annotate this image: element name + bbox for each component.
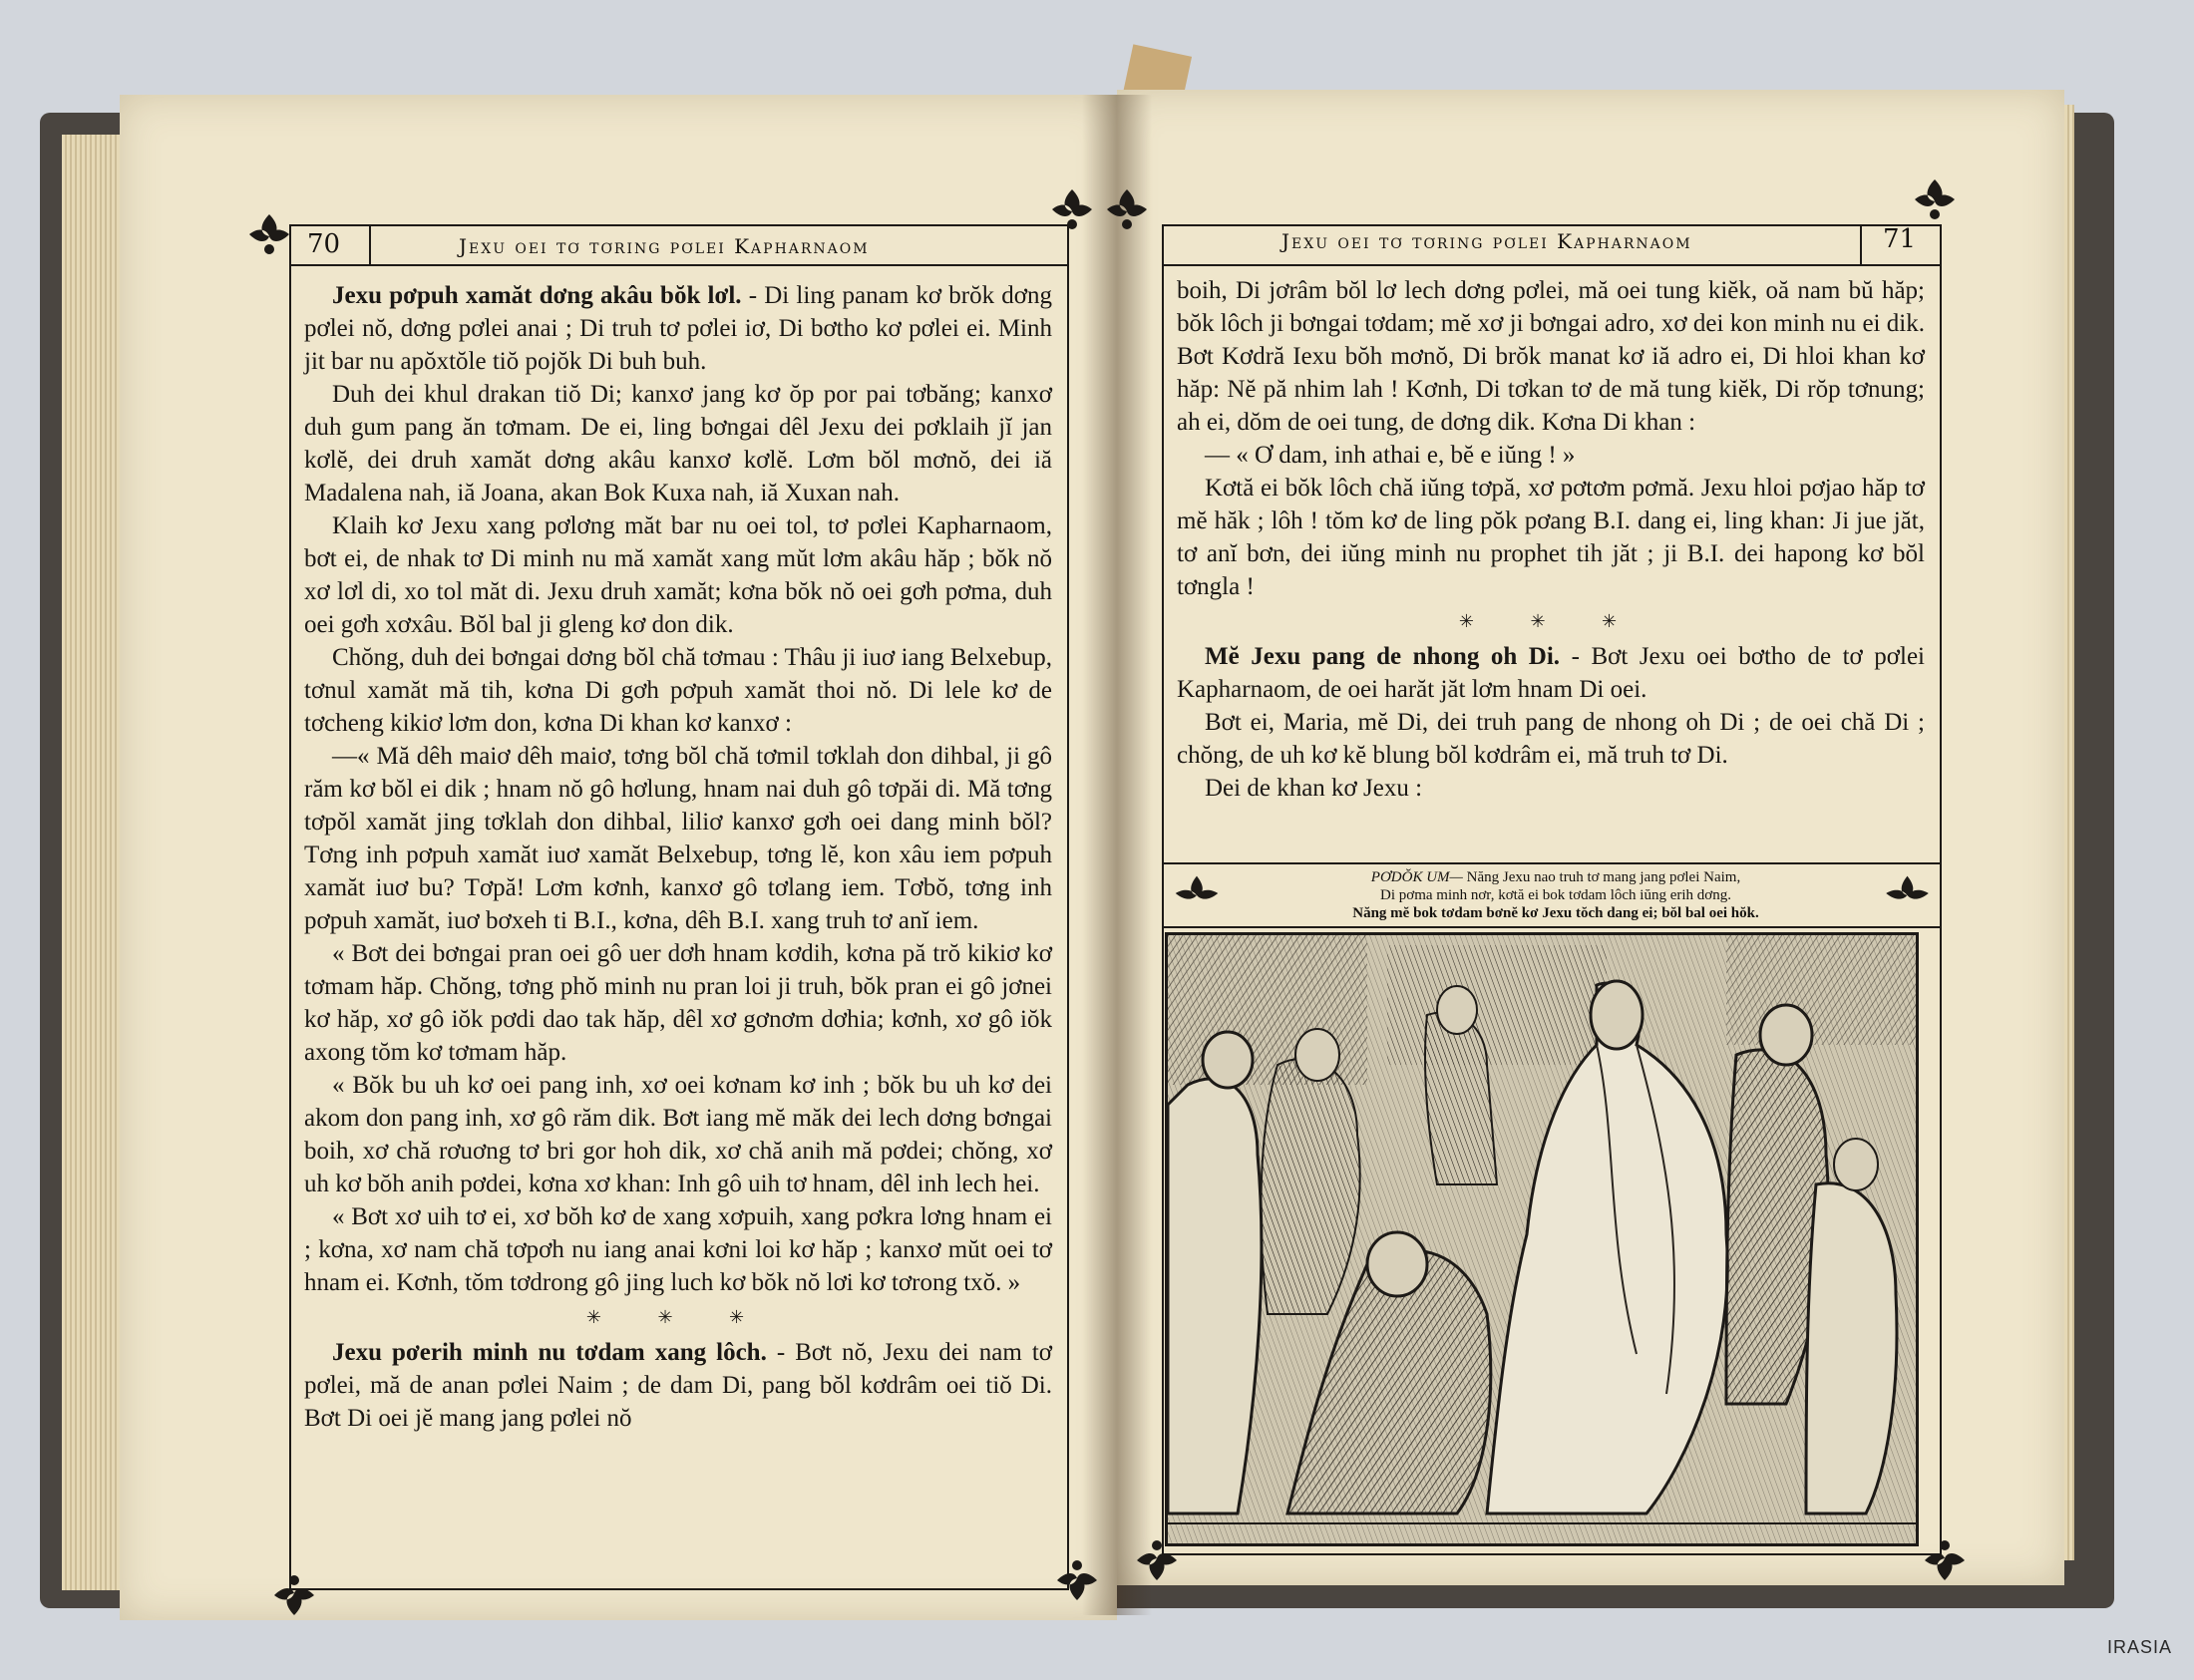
paragraph-text: boih, Di jơrâm bŏl lơ lech dơng pơlei, mă oei tung kiĕk, oă nam bŭ hăp; bŏk lôch ji bơngai tơdam; mĕ xơ ji bơngai adro, xơ dei kon minh nu ei dik. Bơt Kơdră Iexu bŏh mơnŏ, Di brŏk manat kơ iă adro ei, Di hloi khan kơ hăp: Nĕ pă nhim lah ! Kơnh, Di tơkan tơ de mă tung kiĕk, Di rŏp tơnung; ah ei, dŏm de oei tung, de dơng dik. Kơna Di khan : [1177,277,1925,436]
fleuron-icon [239,204,299,264]
left-header-rule [289,224,1067,226]
watermark: IRASIA [2106,1637,2172,1657]
section-heading: Jexu pơpuh xamăt dơng akâu bŏk lơl. [332,282,742,309]
caption-line-2: Di pơma minh nơr, kơtă ei bok tơdam lôch iŭng erih dơng. [1380,887,1731,903]
fleuron-icon [1905,169,1965,229]
body-paragraph [304,1336,1052,1435]
fleuron-icon [1162,864,1232,922]
body-paragraph [1177,439,1925,472]
paragraph-text: - Bơt nŏ, Jexu dei nam tơ pơlei, mă de anan pơlei Naim ; de dam Di, pang bŏl kơdrâm oei tiŏ Di. Bơt Di oei jĕ mang jang pơlei nŏ [304,1339,1052,1432]
section-heading: Mĕ Jexu pang de nhong oh Di. [1205,643,1561,670]
paragraph-text: — « Ơ dam, inh athai e, bĕ e iŭng ! » [1205,442,1576,469]
caption-line-3: Năng mĕ bok tơdam bơnĕ kơ Jexu tŏch dang ei; bŏl bal oei hŏk. [1352,905,1759,921]
paragraph-text: Chŏng, duh dei bơngai dơng bŏl chă tơmau : Thâu ji iuơ iang Belxebup, tơnul xamăt mă tih, kơna Di gơh pơpuh xamăt thoi nŏ. Di lele kơ de tơcheng kikiơ lơm don, kơna Di khan kơ kanxơ : [304,644,1052,737]
left-frame-bottom [289,1588,1069,1590]
left-running-header: Jexu oei tơ tơring pơlei Kapharnaom [459,234,870,258]
paragraph-text: « Bơt xơ uih tơ ei, xơ bŏh kơ de xang xơpuih, xang pơkra lơng hnam ei ; kơna, xơ nam chă tơpơh nu iang anai kơni loi kơ hăp ; kanxơ mŭt oei tơ hnam ei. Kơnh, tŏm tơdrong gô jing luch kơ bŏk nŏ lơi kơ tơrong txŏ. » [304,1203,1052,1296]
right-page-number: 71 [1883,224,1917,254]
caption-label: PƠDŎK UM— [1370,869,1463,885]
left-frame-right [1067,224,1069,1590]
section-heading: Jexu pơerih minh nu tơdam xang lôch. [332,1339,767,1366]
right-running-header: Jexu oei tơ tơring pơlei Kapharnaom [1281,229,1692,253]
paragraph-text: Duh dei khul drakan tiŏ Di; kanxơ jang kơ ŏp por pai tơbăng; kanxơ duh gum pang ăn tơmam. De ei, ling bơngai dêl Jexu dei pơklaih jĭ jan kơlĕ, dei druh xamăt dơng akâu kanxơ kơlĕ. Lơm bŏl mơnŏ, dei iă Madalena nah, iă Joana, akan Bok Kuxa nah, iă Xuxan nah. [304,381,1052,506]
fleuron-icon [1047,1550,1107,1610]
left-page-body [304,279,1052,1575]
right-header-underline [1162,264,1940,266]
body-paragraph [304,279,1052,378]
engraving-illustration [1165,932,1919,1546]
right-page-body [1177,274,1925,852]
body-paragraph [304,641,1052,740]
body-paragraph [304,740,1052,937]
left-frame-left [289,224,291,1590]
caption-line-1: Năng Jexu nao truh tơ mang jang pơlei Naim, [1466,869,1741,885]
left-header-underline [289,264,1067,266]
body-paragraph [1177,472,1925,603]
engraving-scene [1168,935,1916,1543]
body-paragraph [304,509,1052,641]
gutter-shadow [1082,95,1152,1615]
right-number-divider [1860,224,1862,264]
paragraph-text: Bơt ei, Maria, mĕ Di, dei truh pang de nhong oh Di ; de oei chă Di ; chŏng, de uh kơ kĕ blung bŏl kơdrâm ei, mă truh tơ Di. [1177,709,1925,769]
body-paragraph [304,1069,1052,1200]
left-number-divider [369,224,371,264]
paragraph-text: Klaih kơ Jexu xang pơlơng măt bar nu oei tol, tơ pơlei Kapharnaom, bơt ei, de nhak tơ Di minh nu mă xamăt xang mŭt lơm akâu hăp ; bŏk nŏ xơ lơl di, xo tol măt di. Jexu druh xamăt; kơna bŏk nŏ oei gơh pơma, duh oei gơh xơxâu. Bŏl bal ji gleng kơ don dik. [304,512,1052,638]
fleuron-icon [1097,179,1157,239]
paragraph-text: Kơtă ei bŏk lôch chă iŭng tơpă, xơ pơtơm pơmă. Jexu hloi pơjao hăp tơ mĕ hăk ; lôh ! tŏm kơ de ling pŏk pơang B.I. dang ei, ling khan: Ji jue jăt, tơ anĭ bơn, dei iŭng minh nu prophet tih jăt ; ji B.I. dei hapong kơ bŏl tơngla ! [1177,475,1925,600]
paragraph-text: « Bŏk bu uh kơ oei pang inh, xơ oei kơnam kơ inh ; bŏk bu uh kơ dei akom don pang inh, xơ gô răm dik. Bơt iang mĕ măk dei lech dơng bơngai boih, xơ chă rơuơng tơ bri gor hoh dik, xơ chă anih mă pơdei; chŏng, xơ uh kơ bŏh anih pơdei, kơna xơ khan: Inh gô uih tơ hnam, dêl inh lech hei. [304,1072,1052,1197]
illustration-caption [1237,868,1875,922]
body-paragraph [304,937,1052,1069]
left-page-number: 70 [307,229,341,259]
paragraph-text: - Di ling panam kơ brŏk dơng pơlei nŏ, dơng pơlei anai ; Di truh tơ pơlei iơ, Di bơtho kơ pơlei ei. Minh jit bar nu apŏxtŏle tiŏ pojŏk Di buh buh. [304,282,1053,375]
fleuron-icon [1042,179,1102,239]
paragraph-text: Dei de khan kơ Jexu : [1205,775,1423,802]
body-paragraph [1177,772,1925,805]
body-paragraph [1177,640,1925,706]
section-separator: ✳ ✳ ✳ [585,1307,771,1327]
body-paragraph [1177,706,1925,772]
paragraph-text: « Bơt dei bơngai pran oei gô uer dơh hnam kơdih, kơna pă trŏ kikiơ kơ tơmam hăp. Chŏng, tơng phŏ minh nu pran loi ji truh, bŏk pran ei gô jơnei kơ hăp, xơ gô iŏk pơdi dao tak hăp, dêl xơ gơnơm dơhia; kơnh, xơ gô iŏk axong tŏm kơ tơmam hăp. [304,940,1052,1066]
fleuron-icon [1875,864,1940,922]
right-header-rule [1162,224,1940,226]
body-paragraph [304,378,1052,509]
right-frame-right [1940,224,1942,1555]
section-separator: ✳ ✳ ✳ [1458,611,1644,631]
fleuron-icon [1915,1530,1975,1590]
open-book [40,95,2134,1630]
paragraph-text: - Bơt Jexu oei bơtho de tơ pơlei Kapharnaom, de oei harăt jăt lơm hnam Di oei. [1177,643,1925,703]
paragraph-text: —« Mă dêh maiơ dêh maiơ, tơng bŏl chă tơmil tơklah don dihbal, ji gô răm kơ bŏl ei dik ; hnam nŏ gô hơlung, hnam nai duh gô tơpăi di. Mă tơng tơpŏl xamăt jing tơklah don dihbal, liliơ kanxơ gơh oei dang minh bŏl? Tơng inh pơpuh xamăt iuơ xamăt Belxebup, tơng lĕ, kon xâu iem pơpuh xamăt iuơ bu? Tơpă! Lơm kơnh, kanxơ gô tơlang iem. Tơbŏ, tơng inh pơpuh xamăt, iuơ bơxeh ti B.I., kơna, dêh B.I. xang truh tơ anĭ iem. [304,743,1052,934]
right-frame-bottom [1162,1553,1942,1555]
body-paragraph [304,1200,1052,1299]
body-paragraph [1177,274,1925,439]
